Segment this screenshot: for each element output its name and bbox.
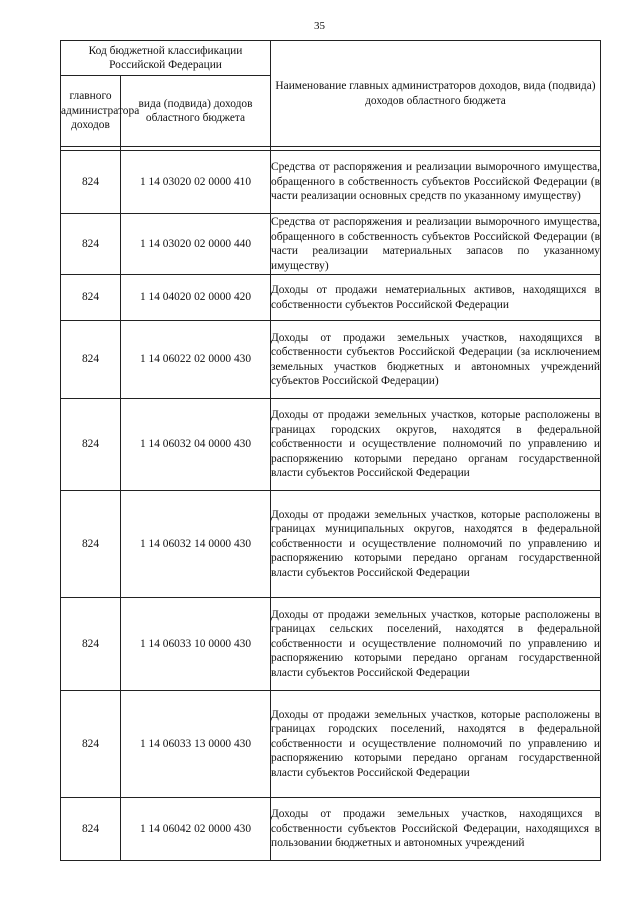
header-main-administrator: главного администратора доходов <box>61 76 121 147</box>
header-administrator-name: Наименование главных администраторов доходов, вида (подвида) доходов областного бюджета <box>271 41 601 147</box>
administrator-code-cell: 824 <box>61 491 121 598</box>
table-row <box>61 214 601 275</box>
header-budget-classification-code: Код бюджетной классификации Российской Федерации <box>61 41 271 76</box>
table-row <box>61 798 601 861</box>
income-code-cell: 1 14 03020 02 0000 440 <box>121 214 271 275</box>
income-name-cell: Доходы от продажи нематериальных активов, находящихся в собственности субъектов Российской Федерации <box>271 275 601 321</box>
administrator-code-cell: 824 <box>61 691 121 798</box>
income-code-cell: 1 14 06033 13 0000 430 <box>121 691 271 798</box>
administrator-code-cell: 824 <box>61 798 121 861</box>
table-row <box>61 151 601 214</box>
income-name-cell: Средства от распоряжения и реализации выморочного имущества, обращенного в собственность субъектов Российской Федерации (в части реализации материальных запасов по указанному имуществу) <box>271 214 601 275</box>
income-code-cell: 1 14 03020 02 0000 410 <box>121 151 271 214</box>
income-name-cell: Средства от распоряжения и реализации выморочного имущества, обращенного в собственность субъектов Российской Федерации (в части реализации основных средств по указанному имуществу) <box>271 151 601 214</box>
table-row <box>61 399 601 491</box>
table-row <box>61 691 601 798</box>
income-name-cell: Доходы от продажи земельных участков, которые расположены в границах сельских поселений, находятся в федеральной собственности и осуществление полномочий по управлению и распоряжению которыми передано органам государственной власти субъектов Российской Федерации <box>271 598 601 691</box>
table-row <box>61 321 601 399</box>
page-number: 35 <box>314 20 325 32</box>
administrator-code-cell: 824 <box>61 275 121 321</box>
table-row <box>61 275 601 321</box>
income-code-cell: 1 14 04020 02 0000 420 <box>121 275 271 321</box>
income-code-cell: 1 14 06032 14 0000 430 <box>121 491 271 598</box>
income-name-cell: Доходы от продажи земельных участков, находящихся в собственности субъектов Российской Федерации, находящихся в пользовании бюджетных и автономных учреждений <box>271 798 601 861</box>
income-name-cell: Доходы от продажи земельных участков, которые расположены в границах муниципальных округов, находятся в федеральной собственности и осуществление полномочий по управлению и распоряжению которыми передано органам государственной власти субъектов Российской Федерации <box>271 491 601 598</box>
budget-classification-table <box>60 40 601 861</box>
header-income-type-code: вида (подвида) доходов областного бюджета <box>121 76 271 147</box>
table-row <box>61 491 601 598</box>
income-code-cell: 1 14 06022 02 0000 430 <box>121 321 271 399</box>
income-code-cell: 1 14 06042 02 0000 430 <box>121 798 271 861</box>
income-code-cell: 1 14 06033 10 0000 430 <box>121 598 271 691</box>
administrator-code-cell: 824 <box>61 151 121 214</box>
administrator-code-cell: 824 <box>61 399 121 491</box>
income-name-cell: Доходы от продажи земельных участков, которые расположены в границах городских округов, находятся в федеральной собственности и осуществление полномочий по управлению и распоряжению которыми передано органам государственной власти субъектов Российской Федерации <box>271 399 601 491</box>
administrator-code-cell: 824 <box>61 321 121 399</box>
income-name-cell: Доходы от продажи земельных участков, находящихся в собственности субъектов Российской Федерации (за исключением земельных участков бюджетных и автономных учреждений субъектов Российской Федерации) <box>271 321 601 399</box>
administrator-code-cell: 824 <box>61 214 121 275</box>
income-name-cell: Доходы от продажи земельных участков, которые расположены в границах городских поселений, находятся в федеральной собственности и осуществление полномочий по управлению и распоряжению которыми передано органам государственной власти субъектов Российской Федерации <box>271 691 601 798</box>
table-row <box>61 598 601 691</box>
administrator-code-cell: 824 <box>61 598 121 691</box>
income-code-cell: 1 14 06032 04 0000 430 <box>121 399 271 491</box>
